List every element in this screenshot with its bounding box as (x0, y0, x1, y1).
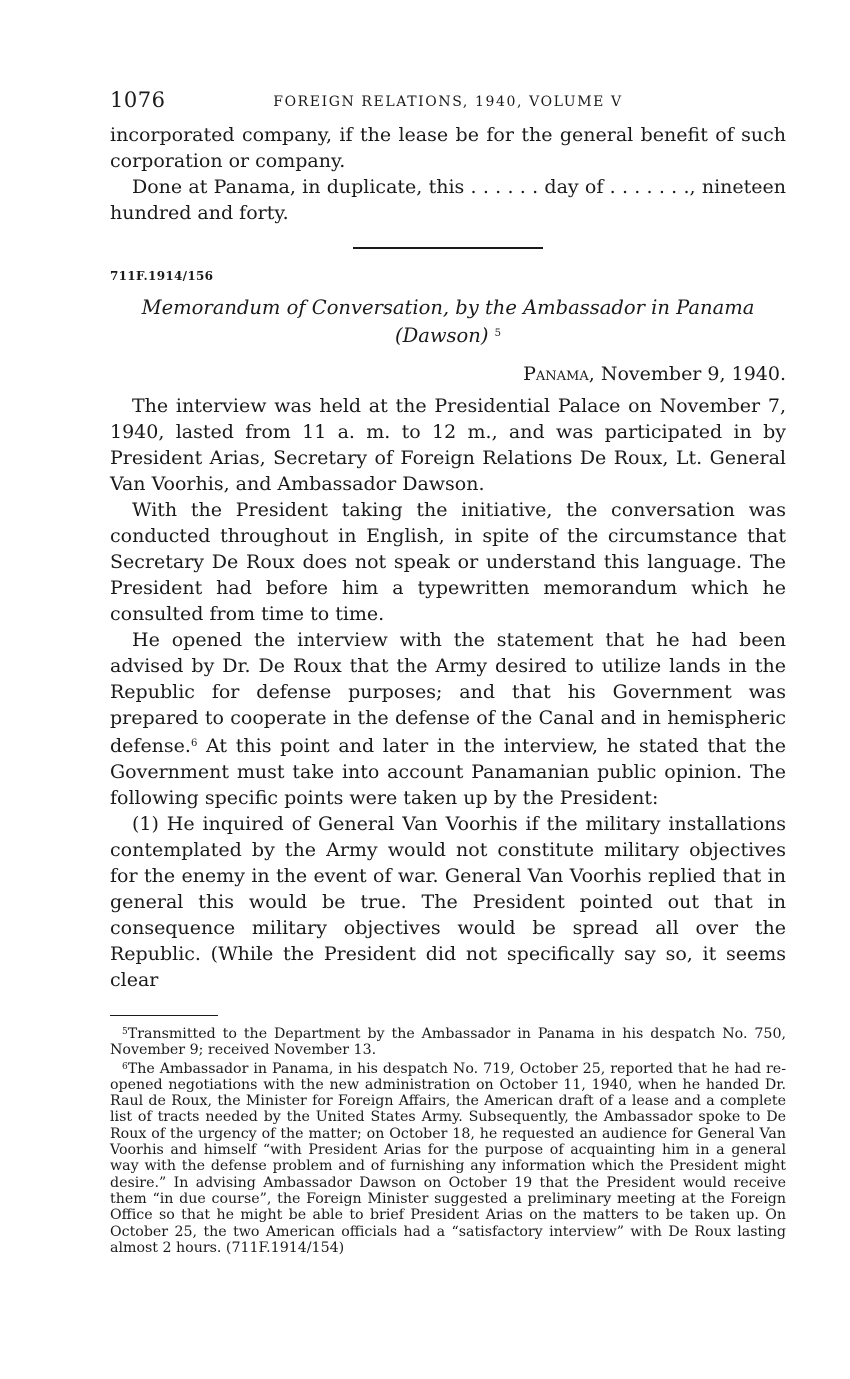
footnote-6 (110, 1059, 786, 1257)
paragraph-1: The interview was held at the Presidential Palace on November 7, 1940, lasted from 11 a. m. to 12 m., and was participated in by President Arias, Secretary of Foreign Relations De Roux, Lt. General Van Voorhis, and Ambassador Dawson. (110, 395, 786, 495)
paragraph-4: (1) He inquired of General Van Voorhis if the military installations contemplated by the Army would not constitute military objectives for the enemy in the event of war. General Van Voorhis replied that in general this would be true. The President pointed out that in consequence military objectives would be spread all over the Republic. (While the President did not specifically say so, it seems clear (110, 813, 786, 991)
dateline-place: Panama (523, 363, 589, 385)
footnote-ref-6: 6 (190, 738, 198, 749)
signature-paragraph: Done at Panama, in duplicate, this . . . . . . day of . . . . . . ., nineteen hundred and forty. (110, 176, 786, 224)
document-title (110, 295, 786, 349)
section-divider (353, 247, 543, 249)
footnote-6-text: The Ambassador in Panama, in his despatch No. 719, October 25, reported that he had re-opened negotiations with the new administration on October 11, 1940, when he handed Dr. Raul de Roux, the Minister for Foreign Affairs, the American draft of a lease and a complete list of tracts needed by the United States Army. Subsequently, the Ambassador spoke to De Roux of the urgency of the matter; on October 18, he requested an audience for General Van Voorhis and himself “with President Arias for the purpose of acquainting him in a general way with the defense problem and of furnishing any information which the President might desire.” In advising Ambassador Dawson on October 19 that the President would receive them “in due course”, the Foreign Minister suggested a preliminary meeting at the Foreign Office so that he might be able to brief President Arias on the matters to be taken up. On October 25, the two American officials had a “satisfactory interview” with De Roux lasting almost 2 hours. (711F.1914/154) (110, 1060, 786, 1256)
footnote-5-mark: 5 (122, 1027, 128, 1037)
dateline (110, 361, 786, 387)
page-number: 1076 (110, 88, 166, 112)
footnote-5-text: Transmitted to the Department by the Ambassador in Panama in his despatch No. 750, November 9; received November 13. (110, 1026, 786, 1059)
file-number: 711F.1914/156 (110, 269, 214, 283)
footnote-ref-5: 5 (494, 328, 502, 339)
dateline-date: , November 9, 1940. (588, 363, 786, 385)
footnote-6-mark: 6 (122, 1061, 128, 1072)
footnote-5 (110, 1024, 786, 1059)
document-title-text: Memorandum of Conversation, by the Ambassador in Panama (Dawson) (141, 296, 755, 347)
paragraph-3-text-b: At this point and later in the interview, he stated that the Government must take into account Panamanian public opinion. The following specific points were taken up by the President: (110, 735, 786, 809)
continuation-paragraph: incorporated company, if the lease be for the general benefit of such corporation or company. (110, 124, 786, 172)
footnote-divider (110, 1015, 218, 1016)
document-page (110, 88, 786, 1256)
running-head: FOREIGN RELATIONS, 1940, VOLUME V (273, 94, 623, 110)
paragraph-3-text-a: He opened the interview with the statement that he had been advised by Dr. De Roux that the Army desired to utilize lands in the Republic for defense purposes; and that his Government was prepared to cooperate in the defense of the Canal and in hemispheric defense. (110, 629, 786, 757)
paragraph-3 (110, 627, 786, 811)
paragraph-2: With the President taking the initiative, the conversation was conducted throughout in English, in spite of the circumstance that Secretary De Roux does not speak or understand this language. The President had before him a typewritten memorandum which he consulted from time to time. (110, 499, 786, 625)
page-header (110, 88, 786, 122)
